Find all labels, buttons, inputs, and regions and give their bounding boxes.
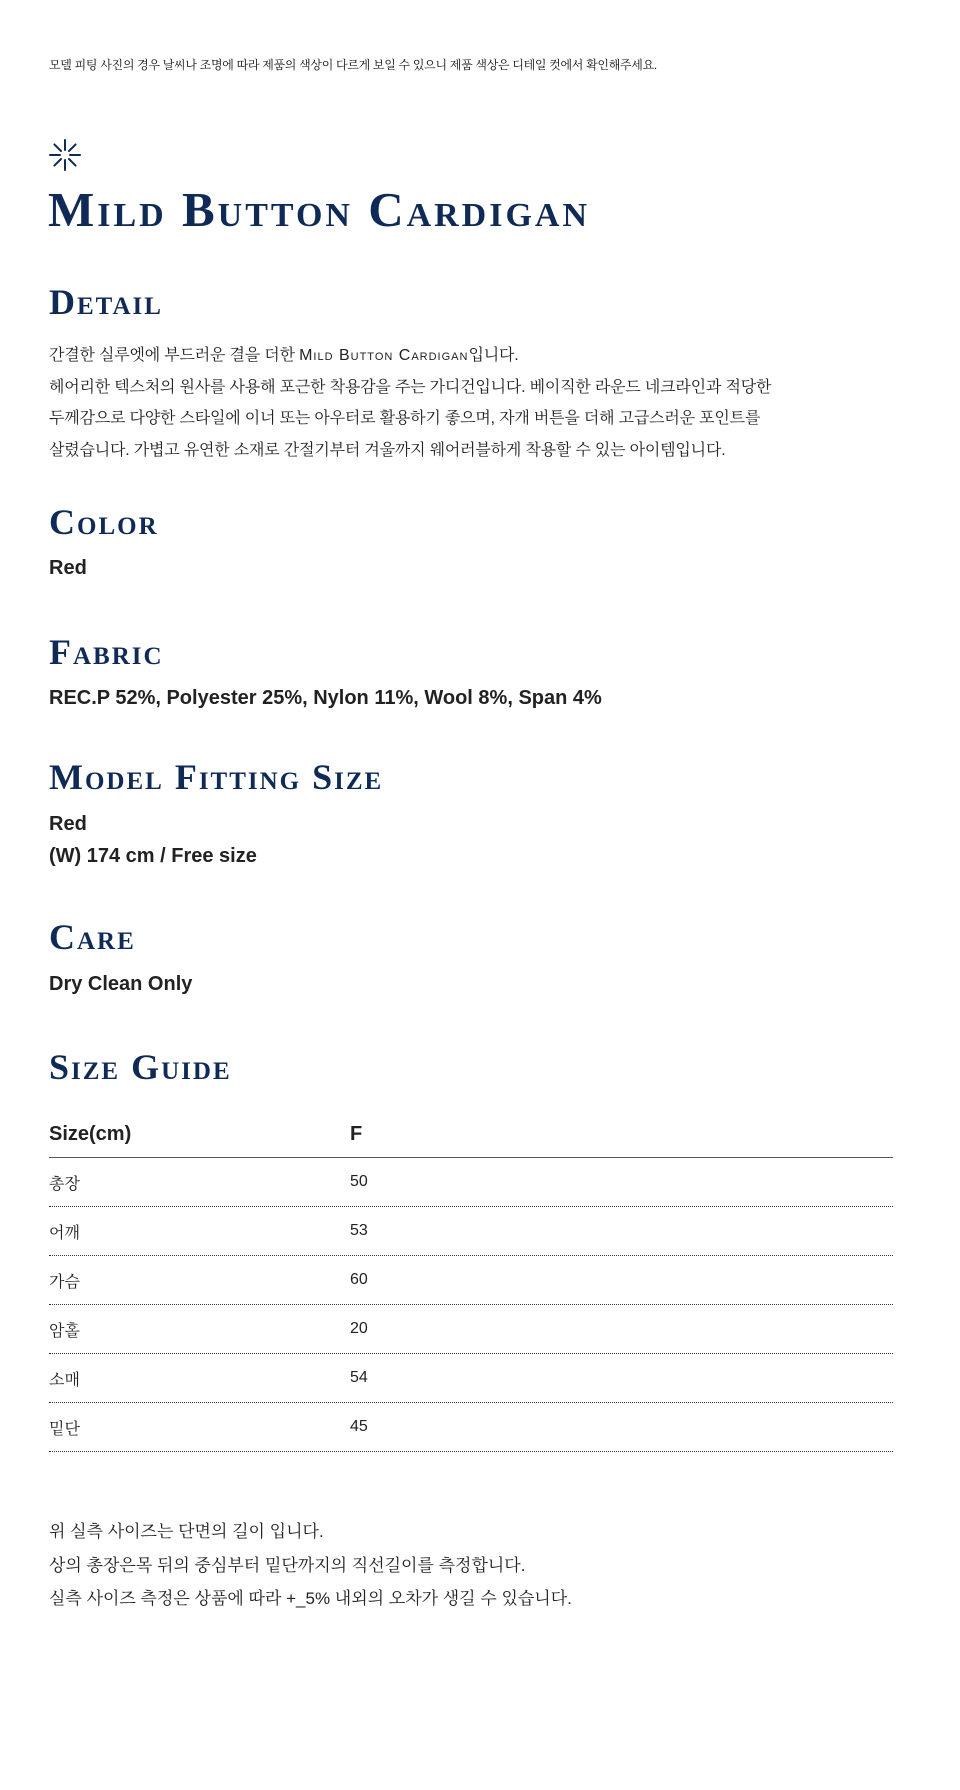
row-label: 총장 [49, 1175, 80, 1193]
detail-line-2: 헤어리한 텍스처의 원사를 사용해 포근한 착용감을 주는 가디건입니다. 베이직한 라운드 네크라인과 적당한 [49, 378, 772, 396]
detail-line-4: 살렸습니다. 가볍고 유연한 소재로 간절기부터 겨울까지 웨어러블하게 착용할 수 있는 아이템입니다. [49, 442, 726, 460]
table-row [49, 1305, 893, 1354]
row-value: 50 [350, 1173, 368, 1190]
size-note: 상의 총장은목 뒤의 중심부터 밑단까지의 직선길이를 측정합니다. [49, 1555, 526, 1575]
row-label: 소매 [49, 1371, 80, 1389]
fabric-heading: Fabric [49, 632, 164, 672]
table-row [49, 1158, 893, 1207]
care-value: Dry Clean Only [49, 973, 193, 995]
free-size-column-header: F [350, 1123, 363, 1145]
row-value: 20 [350, 1320, 368, 1337]
row-value: 45 [350, 1418, 368, 1435]
model-fitting-heading: Model Fitting Size [49, 757, 384, 797]
row-label: 암홀 [49, 1322, 80, 1340]
color-heading: Color [49, 502, 159, 542]
row-value: 54 [350, 1369, 368, 1386]
size-notes [49, 1515, 572, 1616]
size-guide-heading: Size Guide [49, 1047, 232, 1087]
row-label: 밑단 [49, 1420, 80, 1438]
row-label: 가슴 [49, 1273, 80, 1291]
care-heading: Care [49, 917, 136, 957]
size-note: 위 실측 사이즈는 단면의 길이 입니다. [49, 1522, 324, 1541]
size-table [49, 1112, 893, 1452]
size-note: 실측 사이즈 측정은 상품에 따라 +_5% 내외의 오차가 생길 수 있습니다. [49, 1589, 572, 1608]
asterisk-star-icon [48, 138, 82, 172]
fabric-value: REC.P 52%, Polyester 25%, Nylon 11%, Wool 8%, Span 4% [49, 687, 602, 709]
product-title: Mild Button Cardigan [48, 182, 591, 237]
model-color-value: Red [49, 813, 87, 835]
table-row [49, 1354, 893, 1403]
model-size-value: (W) 174 cm / Free size [49, 845, 257, 867]
row-value: 53 [350, 1222, 368, 1239]
color-value: Red [49, 557, 87, 579]
row-label: 어깨 [49, 1224, 80, 1242]
table-row [49, 1403, 893, 1452]
size-column-header: Size(cm) [49, 1123, 132, 1145]
table-row [49, 1256, 893, 1305]
color-notice: 모델 피팅 사진의 경우 날씨나 조명에 따라 제품의 색상이 다르게 보일 수 있으니 제품 색상은 디테일 컷에서 확인해주세요. [49, 58, 657, 72]
table-row [49, 1207, 893, 1256]
size-table-header [49, 1112, 893, 1158]
row-value: 60 [350, 1271, 368, 1288]
detail-description [49, 340, 771, 467]
detail-line-3: 두께감으로 다양한 스타일에 이너 또는 아우터로 활용하기 좋으며, 자개 버튼을 더해 고급스러운 포인트를 [49, 410, 761, 428]
detail-line-1: 간결한 실루엣에 부드러운 결을 더한 Mild Button Cardigan입니다. [49, 347, 519, 364]
detail-heading: Detail [49, 282, 163, 322]
